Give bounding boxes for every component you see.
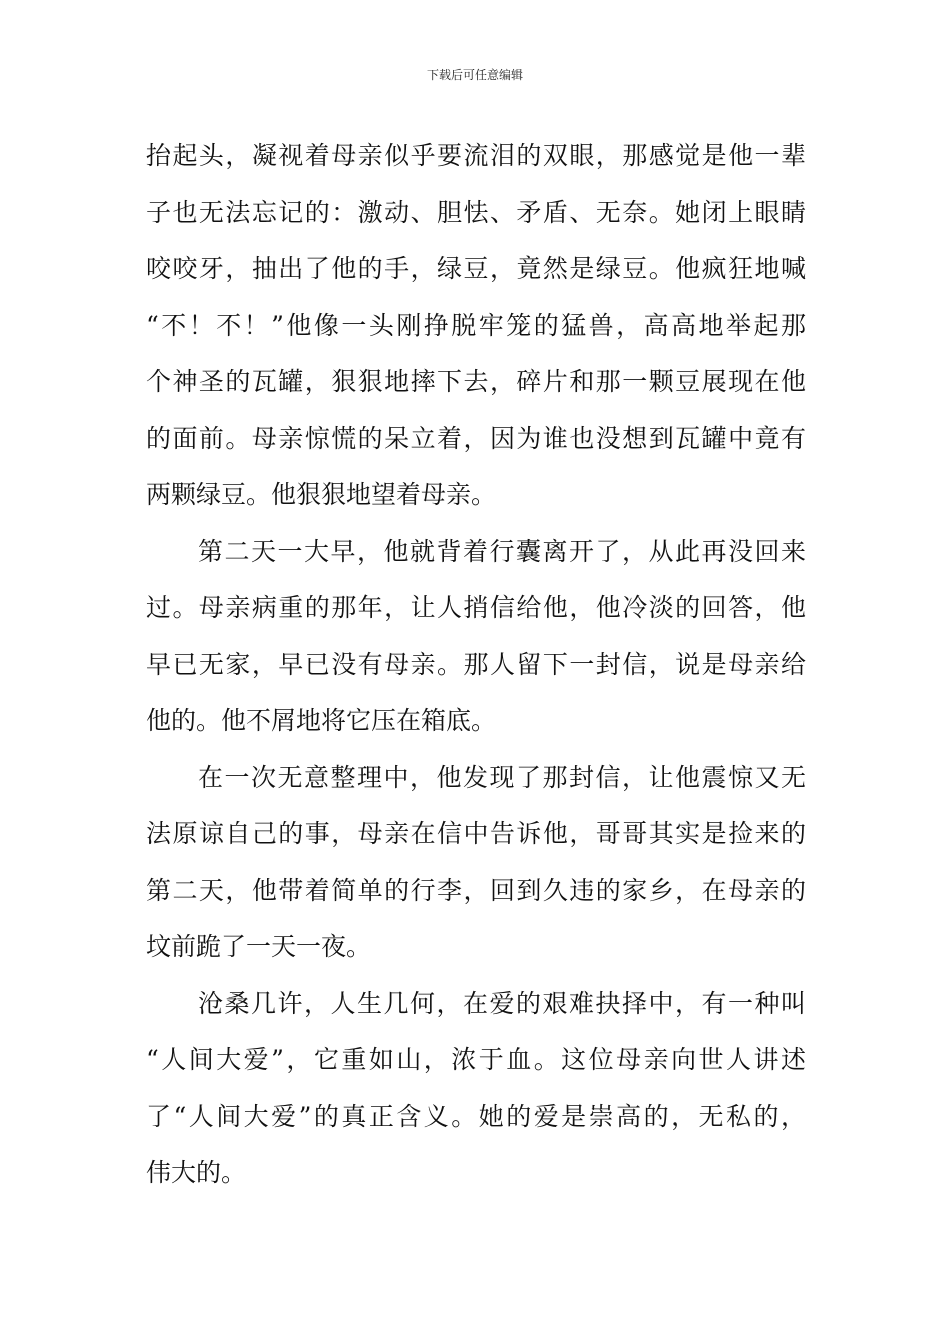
page-header-note: 下载后可任意编辑 <box>426 68 523 82</box>
paragraph-first-line: 沧桑几许，人生几何，在爱的艰难抉择中，有一种叫 <box>198 988 806 1018</box>
text-line: 了“人间大爱”的真正含义。她的爱是崇高的，无私的， <box>146 1101 806 1131</box>
text-line: 子也无法忘记的：激动、胆怯、矛盾、无奈。她闭上眼睛 <box>146 197 806 227</box>
text-line: 坟前跪了一天一夜。 <box>146 932 372 961</box>
text-line: 法原谅自己的事，母亲在信中告诉他，哥哥其实是捡来的 <box>146 819 806 848</box>
text-line: “不！不！”他像一头刚挣脱牢笼的猛兽，高高地举起那 <box>146 310 806 340</box>
text-line: 抬起头，凝视着母亲似乎要流泪的双眼，那感觉是他一辈 <box>146 141 806 170</box>
text-line: 咬咬牙，抽出了他的手，绿豆，竟然是绿豆。他疯狂地喊 <box>146 254 806 283</box>
paragraph-first-line: 在一次无意整理中，他发现了那封信，让他震惊又无 <box>198 762 806 792</box>
text-line: 个神圣的瓦罐，狠狠地摔下去，碎片和那一颗豆展现在他 <box>146 367 806 396</box>
text-line: 的面前。母亲惊慌的呆立着，因为谁也没想到瓦罐中竟有 <box>146 423 806 453</box>
text-line: 第二天，他带着简单的行李，回到久违的家乡，在母亲的 <box>146 875 806 905</box>
document-body <box>146 128 806 1202</box>
text-line: 早已无家，早已没有母亲。那人留下一封信，说是母亲给 <box>146 649 806 679</box>
text-line: 过。母亲病重的那年，让人捎信给他，他冷淡的回答，他 <box>146 593 806 622</box>
text-line: “人间大爱”，它重如山，浓于血。这位母亲向世人讲述 <box>146 1045 806 1074</box>
text-line: 他的。他不屑地将它压在箱底。 <box>146 706 497 735</box>
text-line: 伟大的。 <box>146 1158 247 1187</box>
text-line: 两颗绿豆。他狠狠地望着母亲。 <box>146 480 497 509</box>
paragraph-first-line: 第二天一大早，他就背着行囊离开了，从此再没回来 <box>198 536 806 566</box>
